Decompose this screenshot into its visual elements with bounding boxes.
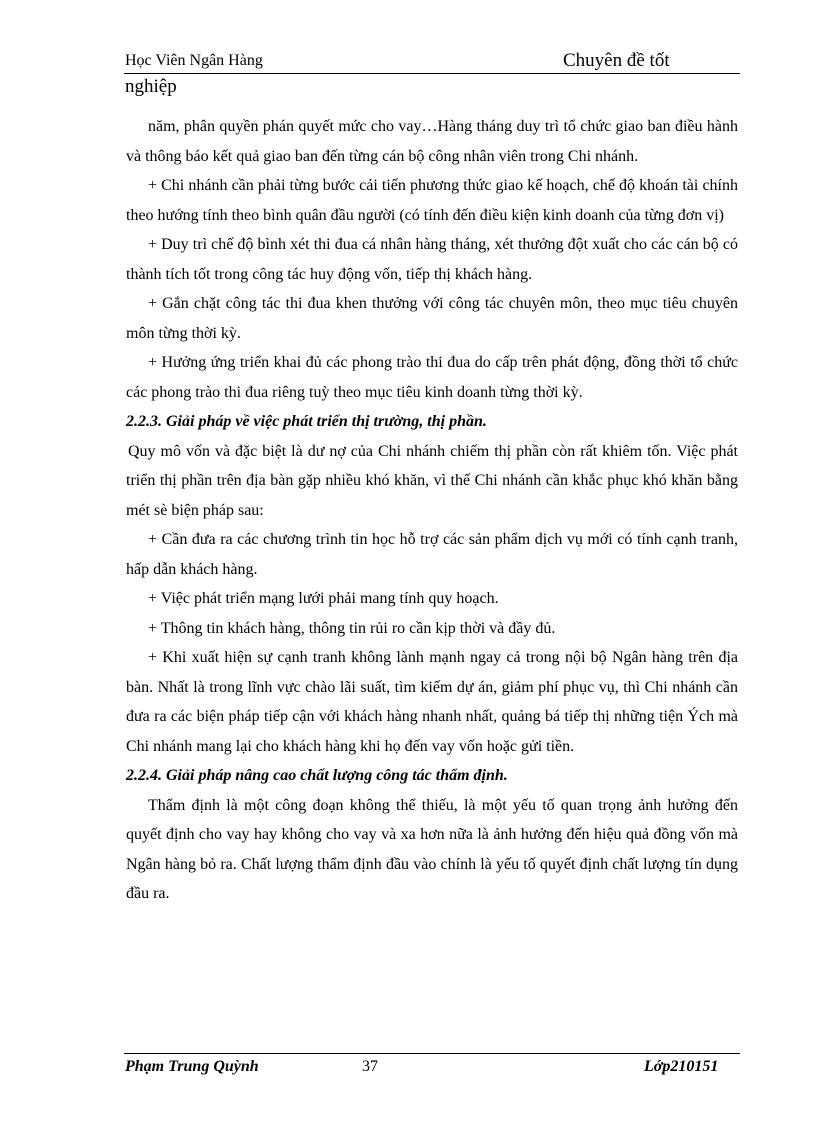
paragraph-9: + Thông tin khách hàng, thông tin rủi ro cần kịp thời và đầy đủ. [148, 619, 556, 637]
footer-author: Phạm Trung Quỳnh [125, 1058, 259, 1075]
header-title: Chuyên đề tốt [563, 50, 670, 71]
page-number: 37 [362, 1058, 378, 1075]
body-text [126, 112, 738, 909]
paragraph-2: + Chi nhánh cần phải từng bước cải tiến phương thức giao kế hoạch, chế độ khoán tài chính theo hướng tính theo bình quân đầu người (có tính đến điều kiện kinh doanh của từng đơn vị) [126, 177, 738, 224]
paragraph-10: + Khi xuất hiện sự cạnh tranh không lành mạnh ngay cả trong nội bộ Ngân hàng trên địa bàn. Nhất là trong lĩnh vực chào lãi suất, tìm kiếm dự án, giảm phí phục vụ, thì Chi nhánh cần đưa ra các biện pháp tiếp cận với khách hàng nhanh nhất, quảng bá tiếp thị những tiện Ých mà Chi nhánh mang lại cho khách hàng khi họ đến vay vốn hoặc gửi tiền. [126, 649, 738, 755]
footer-divider [124, 1053, 740, 1054]
paragraph-1: năm, phân quyền phán quyết mức cho vay…Hàng tháng duy trì tổ chức giao ban điều hành và thông báo kết quả giao ban đến từng cán bộ công nhân viên trong Chi nhánh. [126, 118, 738, 165]
header-institution: Học Viên Ngân Hàng [125, 52, 263, 69]
paragraph-5: + Hưởng ứng triển khai đủ các phong trào thi đua do cấp trên phát động, đồng thời tổ chức các phong trào thi đua riêng tuỳ theo mục tiêu kinh doanh từng thời kỳ. [126, 354, 738, 401]
paragraph-3: + Duy trì chế độ bình xét thi đua cá nhân hàng tháng, xét thưởng đột xuất cho các cán bộ có thành tích tốt trong công tác huy động vốn, tiếp thị khách hàng. [126, 236, 738, 283]
section-heading-2-2-4: 2.2.4. Giải pháp nâng cao chất lượng công tác thẩm định. [126, 767, 508, 784]
header-divider [124, 73, 740, 74]
paragraph-6: Quy mô vốn và đặc biệt là dư nợ của Chi nhánh chiếm thị phần còn rất khiêm tốn. Việc phát triển thị phần trên địa bàn gặp nhiều khó khăn, vì thế Chi nhánh cần khắc phục khó khăn bằng mét sè biện pháp sau: [126, 442, 738, 519]
section-heading-2-2-3: 2.2.3. Giải pháp về việc phát triển thị trường, thị phần. [126, 413, 487, 430]
paragraph-7: + Cần đưa ra các chương trình tin học hỗ trợ các sản phẩm dịch vụ mới có tính cạnh tranh, hấp dẫn khách hàng. [126, 531, 738, 578]
header-title-continued: nghiệp [125, 76, 177, 97]
footer-class-code: Lớp210151 [644, 1058, 719, 1075]
paragraph-8: + Việc phát triển mạng lưới phải mang tính quy hoạch. [148, 590, 499, 607]
paragraph-11: Thẩm định là một công đoạn không thể thiếu, là một yếu tố quan trọng ảnh hưởng đến quyết định cho vay hay không cho vay và xa hơn nữa là ảnh hưởng đến hiệu quả đồng vốn mà Ngân hàng bỏ ra. Chất lượng thẩm định đầu vào chính là yếu tố quyết định chất lượng tín dụng đầu ra. [126, 796, 738, 902]
paragraph-4: + Gắn chặt công tác thi đua khen thưởng với công tác chuyên môn, theo mục tiêu chuyên môn từng thời kỳ. [126, 295, 738, 342]
